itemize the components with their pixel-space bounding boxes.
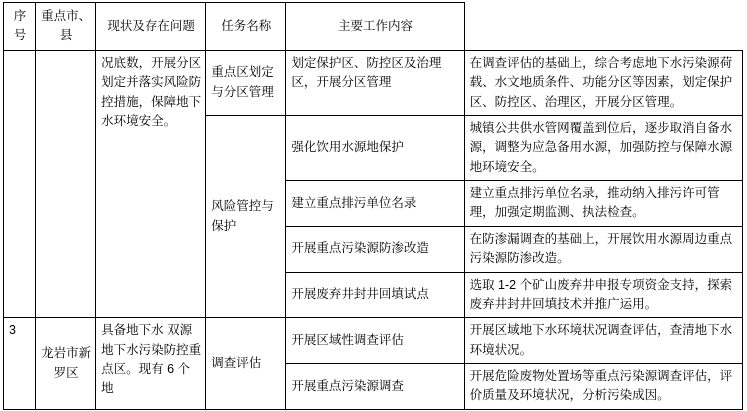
cell-city: 龙岩市新罗区	[36, 318, 96, 410]
cell-city	[36, 50, 96, 318]
header-task: 任务名称	[206, 3, 286, 51]
cell-main-work: 城镇公共供水管网覆盖到位后，逐步取消自备水源，调整为应急备用水源，加强防控与保障水源地环境安全。	[464, 115, 742, 180]
cell-main-work: 开展区域地下水环境状况调查评估，查清地下水环境状况。	[464, 318, 742, 364]
table-row	[4, 50, 743, 115]
cell-main-work: 在防渗漏调查的基础上，开展饮用水源周边重点污染源防渗改造。	[464, 226, 742, 272]
header-status: 现状及存在问题	[96, 3, 206, 51]
cell-seq: 3	[4, 318, 36, 410]
cell-main-work: 开展危险废物处置场等重点污染源调查评估，评价质量及环境状况，分析污染成因。	[464, 364, 742, 410]
cell-task-name: 建立重点排污单位名录	[286, 181, 464, 227]
cell-status: 具备地下水 双源地下水污染防控重点区。现有 6 个地	[96, 318, 206, 410]
cell-task-name: 划定保护区、防控区及治理区，开展分区管理	[286, 50, 464, 115]
cell-main-work: 在调查评估的基础上，综合考虑地下水污染源荷载、水文地质条件、功能分区等因素，划定保护区、防控区、治理区，开展分区管理。	[464, 50, 742, 115]
cell-main-work: 选取 1-2 个矿山废弃井申报专项资金支持，探索废弃井封井回填技术并推广运用。	[464, 272, 742, 318]
cell-task-group: 重点区划定与分区管理	[206, 50, 286, 115]
cell-seq	[4, 50, 36, 318]
header-main-work: 主要工作内容	[286, 3, 464, 51]
table-header-row	[4, 3, 743, 51]
cell-task-group: 风险管控与保护	[206, 115, 286, 317]
cell-task-group: 调查评估	[206, 318, 286, 410]
header-seq: 序号	[4, 3, 36, 51]
cell-status: 况底数，开展分区划定并落实风险防控措施，保障地下水环境安全。	[96, 50, 206, 318]
cell-main-work: 建立重点排污单位名录，推动纳入排污许可管理，加强定期监测、执法检查。	[464, 181, 742, 227]
cell-task-name: 强化饮用水源地保护	[286, 115, 464, 180]
cell-task-name: 开展废弃井封井回填试点	[286, 272, 464, 318]
cell-task-name: 开展区域性调查评估	[286, 318, 464, 364]
table-row	[4, 318, 743, 364]
cell-task-name: 开展重点污染源调查	[286, 364, 464, 410]
tasks-table	[3, 2, 743, 410]
cell-task-name: 开展重点污染源防渗改造	[286, 226, 464, 272]
header-city: 重点市、县	[36, 3, 96, 51]
